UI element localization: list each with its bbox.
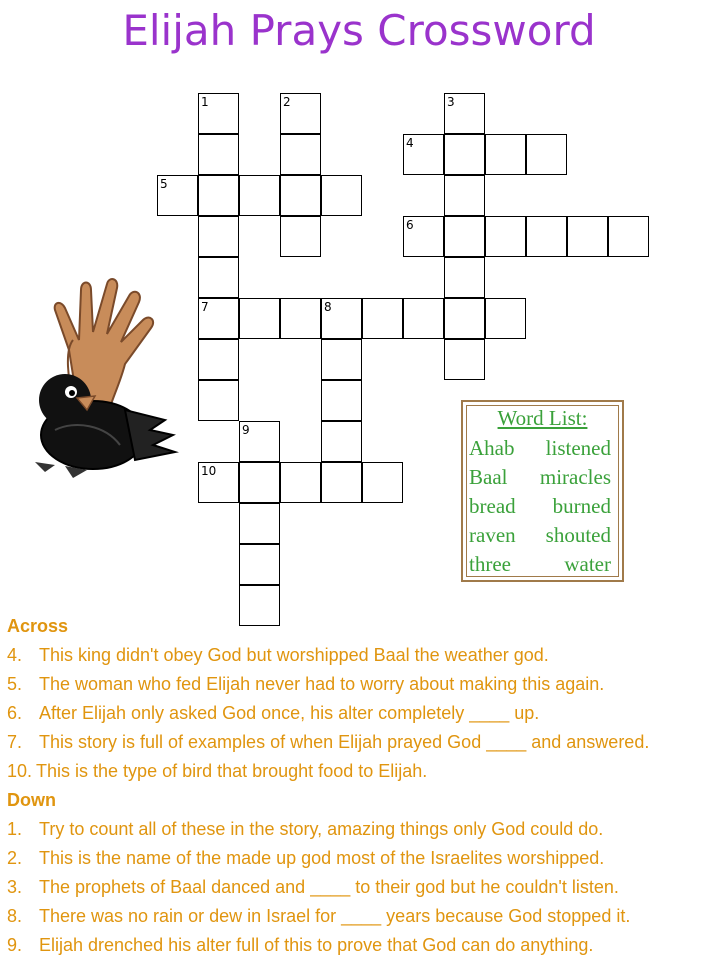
clue-number: 2. — [7, 848, 23, 868]
crossword-cell[interactable] — [321, 339, 362, 380]
crossword-cell[interactable] — [198, 339, 239, 380]
crossword-cell[interactable] — [198, 462, 239, 503]
raven-praying-hands-illustration — [25, 270, 185, 485]
clue-number: 7. — [7, 732, 23, 752]
clue-text: This is the name of the made up god most of the Israelites worshipped. — [39, 848, 605, 868]
crossword-cell[interactable] — [403, 216, 444, 257]
crossword-cell[interactable] — [239, 462, 280, 503]
clue-number-label: 7 — [201, 300, 209, 314]
crossword-cell[interactable] — [444, 339, 485, 380]
crossword-cell[interactable] — [239, 298, 280, 339]
across-clue — [7, 670, 717, 699]
crossword-cell[interactable] — [280, 134, 321, 175]
across-clue — [7, 728, 717, 757]
crossword-cell[interactable] — [608, 216, 649, 257]
clue-text: The prophets of Baal danced and ____ to their god but he couldn't listen. — [39, 877, 619, 897]
clue-number-label: 2 — [283, 95, 291, 109]
crossword-cell[interactable] — [321, 462, 362, 503]
down-clue — [7, 815, 717, 844]
clue-number: 3. — [7, 877, 23, 897]
clue-text: After Elijah only asked God once, his alter completely ____ up. — [39, 703, 540, 723]
clue-number: 8. — [7, 906, 23, 926]
crossword-cell[interactable] — [280, 175, 321, 216]
down-clue — [7, 931, 717, 960]
clue-number-label: 8 — [324, 300, 332, 314]
crossword-cell[interactable] — [198, 93, 239, 134]
crossword-cell[interactable] — [444, 93, 485, 134]
crossword-cell[interactable] — [198, 134, 239, 175]
crossword-cell[interactable] — [362, 462, 403, 503]
clue-number: 4. — [7, 645, 23, 665]
across-clue — [7, 757, 717, 786]
clue-number: 5. — [7, 674, 23, 694]
word-list-item: Ahab — [469, 436, 515, 460]
clue-text: There was no rain or dew in Israel for ____ years because God stopped it. — [39, 906, 631, 926]
clue-text: Try to count all of these in the story, amazing things only God could do. — [39, 819, 604, 839]
crossword-cell[interactable] — [239, 175, 280, 216]
crossword-cell[interactable] — [280, 216, 321, 257]
clue-number-label: 1 — [201, 95, 209, 109]
crossword-cell[interactable] — [198, 380, 239, 421]
crossword-cell[interactable] — [444, 216, 485, 257]
crossword-cell[interactable] — [198, 175, 239, 216]
down-heading: Down — [7, 790, 56, 810]
crossword-cell[interactable] — [280, 93, 321, 134]
clue-number: 1. — [7, 819, 23, 839]
word-list-title: Word List: — [497, 406, 588, 430]
crossword-cell[interactable] — [444, 257, 485, 298]
clues-section — [7, 612, 717, 960]
crossword-cell[interactable] — [403, 134, 444, 175]
crossword-cell[interactable] — [198, 216, 239, 257]
down-clue — [7, 873, 717, 902]
word-list-item: shouted — [545, 523, 611, 547]
clue-number-label: 4 — [406, 136, 414, 150]
page-title: Elijah Prays Crossword — [122, 6, 596, 55]
crossword-cell[interactable] — [403, 298, 444, 339]
clue-number-label: 6 — [406, 218, 414, 232]
clue-number: 10. — [7, 761, 33, 781]
crossword-cell[interactable] — [485, 298, 526, 339]
crossword-cell[interactable] — [157, 175, 198, 216]
word-list-item: bread — [469, 494, 516, 518]
crossword-cell[interactable] — [280, 298, 321, 339]
crossword-cell[interactable] — [485, 216, 526, 257]
crossword-cell[interactable] — [198, 257, 239, 298]
crossword-cell[interactable] — [526, 216, 567, 257]
word-list-item: listened — [545, 436, 611, 460]
crossword-cell[interactable] — [321, 175, 362, 216]
word-list-item: burned — [552, 494, 611, 518]
clue-text: This is the type of bird that brought food to Elijah. — [36, 761, 428, 781]
across-clue — [7, 699, 717, 728]
crossword-cell[interactable] — [321, 380, 362, 421]
crossword-cell[interactable] — [526, 134, 567, 175]
clue-number-label: 3 — [447, 95, 455, 109]
clue-number-label: 9 — [242, 423, 250, 437]
crossword-cell[interactable] — [321, 298, 362, 339]
word-list-item: water — [564, 552, 611, 576]
word-list-item: Baal — [469, 465, 508, 489]
crossword-cell[interactable] — [239, 503, 280, 544]
crossword-cell[interactable] — [444, 134, 485, 175]
crossword-cell[interactable] — [485, 134, 526, 175]
word-list-item: miracles — [539, 465, 611, 489]
crossword-cell[interactable] — [567, 216, 608, 257]
crossword-cell[interactable] — [280, 462, 321, 503]
clue-number-label: 5 — [160, 177, 168, 191]
down-clue — [7, 844, 717, 873]
crossword-cell[interactable] — [239, 421, 280, 462]
word-list-box — [461, 400, 624, 582]
crossword-cell[interactable] — [239, 544, 280, 585]
crossword-cell[interactable] — [198, 298, 239, 339]
across-clue — [7, 641, 717, 670]
down-clue — [7, 902, 717, 931]
clue-number: 9. — [7, 935, 23, 955]
clue-text: The woman who fed Elijah never had to worry about making this again. — [39, 674, 605, 694]
clue-number-label: 10 — [201, 464, 217, 478]
crossword-cell[interactable] — [321, 421, 362, 462]
crossword-cell[interactable] — [444, 298, 485, 339]
clue-text: Elijah drenched his alter full of this to prove that God can do anything. — [39, 935, 594, 955]
crossword-cell[interactable] — [362, 298, 403, 339]
word-list-item: three — [469, 552, 511, 576]
crossword-cell[interactable] — [444, 175, 485, 216]
clue-number: 6. — [7, 703, 23, 723]
clue-text: This story is full of examples of when Elijah prayed God ____ and answered. — [39, 732, 650, 752]
word-list-item: raven — [469, 523, 516, 547]
across-heading: Across — [7, 616, 69, 636]
clue-text: This king didn't obey God but worshipped Baal the weather god. — [39, 645, 549, 665]
